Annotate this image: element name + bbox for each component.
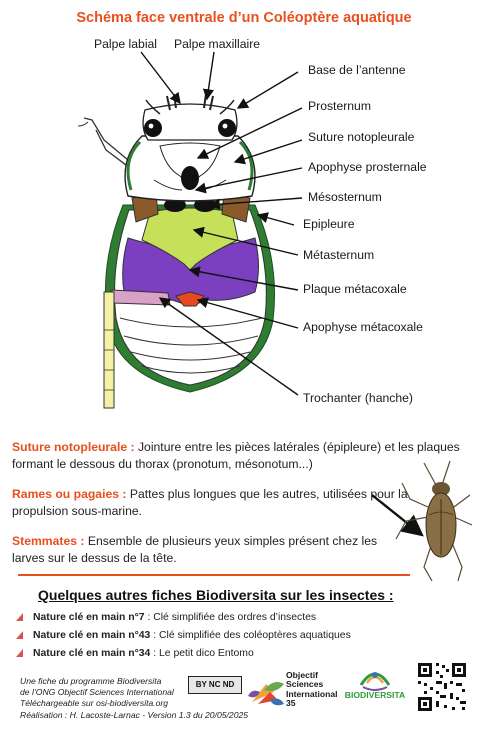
osi-logo-text bbox=[286, 671, 338, 709]
footer-line: Téléchargeable sur osi-biodiversita.org bbox=[20, 698, 169, 709]
item-text: : Clé simplifiée des coléoptères aquatiques bbox=[150, 630, 351, 641]
triangle-bullet-icon bbox=[16, 613, 23, 621]
trochanter-region bbox=[112, 290, 170, 305]
label-apophyse-prosternale: Apophyse prosternale bbox=[308, 160, 427, 174]
label-suture-notopleurale: Suture notopleurale bbox=[308, 130, 415, 144]
label-palpe-labial: Palpe labial bbox=[94, 37, 158, 51]
water-beetle-photo bbox=[366, 455, 476, 585]
osi-line: International bbox=[286, 688, 338, 699]
item-text: : Clé simplifiée des ordres d’insectes bbox=[144, 612, 317, 623]
footer-line: Réalisation : H. Lacoste-Larnac - Version 1.3 du 20/05/2025 bbox=[20, 709, 249, 720]
section-divider bbox=[18, 574, 410, 576]
label-apophyse-metacoxale: Apophyse métacoxale bbox=[303, 320, 423, 334]
more-heading: Quelques autres fiches Biodiversita sur les insectes : bbox=[38, 587, 394, 603]
triangle-bullet-icon bbox=[16, 649, 23, 657]
item-ref: Nature clé en main n°34 bbox=[33, 648, 151, 659]
osi-line: 35 bbox=[286, 698, 296, 709]
definition-text: Jointure entre les pièces latérales (épipleure) et les plaques formant le dessous du thorax (pronotum, mésonotum...) bbox=[12, 440, 460, 471]
list-item[interactable] bbox=[16, 648, 254, 659]
cc-license-icon: BY NC ND bbox=[188, 676, 242, 694]
definition-term: Suture notopleurale : bbox=[12, 440, 135, 454]
label-mesosternum: Mésosternum bbox=[308, 190, 382, 204]
osi-line: Sciences bbox=[286, 679, 324, 690]
triangle-bullet-icon bbox=[16, 631, 23, 639]
definition-term: Rames ou pagaies : bbox=[12, 487, 127, 501]
definition-term: Stemmates : bbox=[12, 534, 85, 548]
list-item[interactable] bbox=[16, 612, 316, 623]
item-ref: Nature clé en main n°43 bbox=[33, 630, 151, 641]
biodiversita-logo-text: BIODIVERSITA bbox=[344, 690, 406, 700]
biodiversita-logo bbox=[343, 661, 407, 713]
label-epipleure: Epipleure bbox=[303, 217, 355, 231]
definition-text: Pattes plus longues que les autres, utilisées pour la propulsion sous-marine. bbox=[12, 487, 408, 518]
label-trochanter: Trochanter (hanche) bbox=[303, 391, 413, 405]
page-title: Schéma face ventrale d’un Coléoptère aquatique bbox=[76, 10, 412, 26]
definition-stemmates bbox=[12, 533, 412, 567]
item-ref: Nature clé en main n°7 bbox=[33, 612, 145, 623]
list-item[interactable] bbox=[16, 630, 351, 641]
footer-line: de l’ONG Objectif Sciences International bbox=[20, 687, 174, 698]
footer-line: Une fiche du programme Biodiversita bbox=[20, 676, 162, 686]
qr-code[interactable] bbox=[416, 661, 468, 713]
label-metasternum: Métasternum bbox=[303, 248, 375, 262]
label-prosternum: Prosternum bbox=[308, 99, 371, 113]
label-palpe-maxillaire: Palpe maxillaire bbox=[174, 37, 261, 51]
label-base-antenne: Base de l’antenne bbox=[308, 63, 406, 77]
osi-line: Objectif bbox=[286, 670, 318, 680]
definition-text: Ensemble de plusieurs yeux simples présent chez les larves sur le dessus de la tête. bbox=[12, 534, 378, 565]
label-plaque-metacoxale: Plaque métacoxale bbox=[303, 282, 407, 296]
item-text: : Le petit dico Entomo bbox=[150, 648, 254, 659]
definition-rames bbox=[12, 486, 412, 520]
